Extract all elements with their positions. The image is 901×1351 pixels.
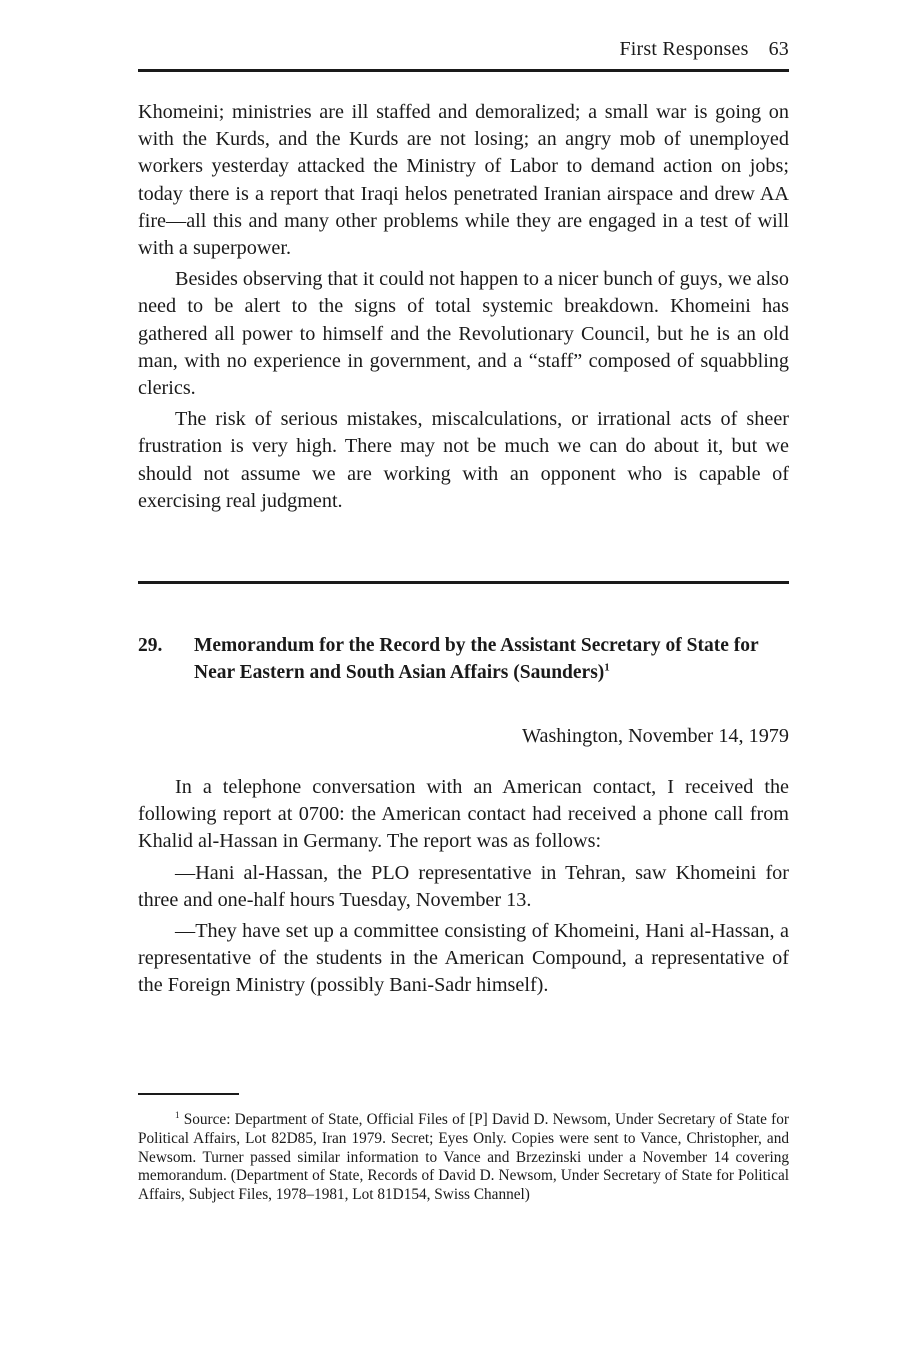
footnote-text: Source: Department of State, Official Files of [P] David D. Newsom, Under Secretary of State for Political Affairs, Lot 82D85, Iran 1979. Secret; Eyes Only. Copies were sent to Vance, Christopher, and Newsom. Turner passed similar information to Vance and Brzezinski under a November 14 covering memorandum. (Department of State, Records of David D. Newsom, Under Secretary of State for Political Affairs, Subject Files, 1978–1981, Lot 81D154, Swiss Channel) (138, 1111, 790, 1204)
running-header (138, 38, 789, 61)
paragraph: —Hani al-Hassan, the PLO representative in Tehran, saw Khomeini for three and one-half hours Tuesday, November 13. (138, 861, 789, 911)
document-title: Memorandum for the Record by the Assistant Secretary of State for Near Eastern and South Asian Affairs (Saunders) (194, 635, 759, 683)
footnote-body (138, 1111, 789, 1205)
document-title-wrap (194, 632, 789, 686)
dateline: Washington, November 14, 1979 (522, 725, 789, 747)
document-number: 29. (138, 635, 163, 656)
paragraph: In a telephone conversation with an American contact, I received the following report at 0700: the American contact had received a phone call from Khalid al-Hassan in Germany. The report was as follows: (138, 776, 789, 853)
paragraph: The risk of serious mistakes, miscalculations, or irrational acts of sheer frustration is very high. There may not be much we can do about it, but we should not assume we are working with an opponent who is capable of exercising real judgment. (138, 408, 789, 512)
page-number: 63 (768, 38, 789, 60)
footnote-marker: 1 (175, 1109, 180, 1120)
paragraph: Besides observing that it could not happen to a nicer bunch of guys, we also need to be alert to the signs of total systemic breakdown. Khomeini has gathered all power to himself and the Revolutionary Council, but he is an old man, with no experience in government, and a “staff” composed of squabbling clerics. (138, 268, 789, 400)
paragraph: —They have set up a committee consisting of Khomeini, Hani al-Hassan, a representative of the students in the American Compound, a representative of the Foreign Ministry (possibly Bani-Sadr himself). (138, 920, 789, 997)
continued-text-block (138, 99, 789, 519)
document-heading (138, 632, 789, 686)
paragraph: Khomeini; ministries are ill staffed and demoralized; a small war is going on with the Kurds, and the Kurds are not losing; an angry mob of unemployed workers yesterday attacked the Ministry of Labor to demand action on jobs; today there is a report that Iraqi helos penetrated Iranian airspace and drew AA fire—all this and many other problems while they are engaged in a test of will with a superpower. (138, 101, 789, 260)
footnote (138, 1111, 789, 1205)
section-divider-rule (138, 581, 789, 584)
header-rule (138, 69, 789, 72)
document-body (138, 774, 789, 1004)
footnote-rule (138, 1093, 239, 1095)
footnote-reference: 1 (604, 661, 610, 674)
section-title: First Responses (619, 38, 749, 60)
